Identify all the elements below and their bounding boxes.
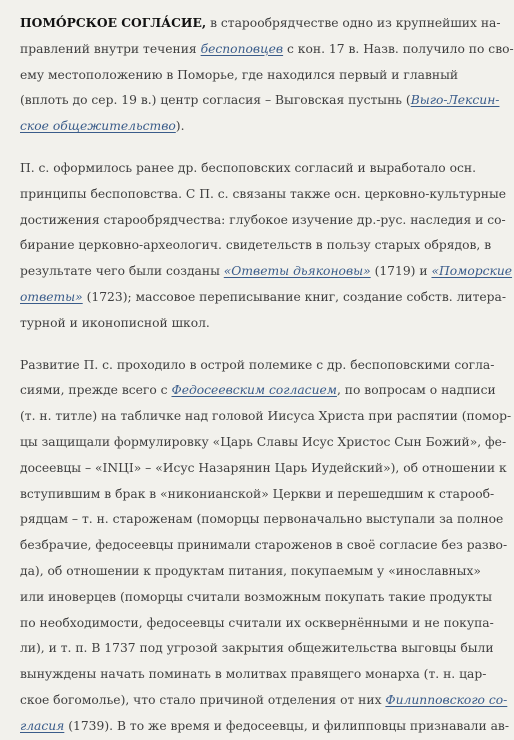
link-filippovskoe[interactable]: Филипповского со- <box>385 692 508 707</box>
text-line <box>20 10 501 37</box>
text-segment: правлений внутри течения <box>20 41 201 56</box>
text-segment: ). <box>175 119 185 134</box>
text-segment: или иноверцев (поморцы считали возможным покупать такие продукты <box>20 589 493 604</box>
text-segment: в старообрядчестве одно из крупнейших на- <box>206 16 501 30</box>
text-segment: принципы беспоповства. С П. с. связаны также осн. церковно-культурные <box>20 186 507 201</box>
text-segment: (1739). В то же время и федосеевцы, и филипповцы признавали ав- <box>64 718 509 733</box>
link-vygo-leksinskoe[interactable]: Выго-Лексин- <box>410 93 500 108</box>
link-filippovskoe-2[interactable]: гласия <box>20 718 65 733</box>
text-segment: Развитие П. с. проходило в острой полемике с др. беспоповскими согла- <box>20 357 495 372</box>
text-segment: бирание церковно-археологич. свидетельств в пользу старых обрядов, в <box>20 238 492 253</box>
text-line <box>20 559 480 585</box>
text-segment: (1719) и <box>370 264 432 279</box>
text-line <box>20 585 493 611</box>
text-line <box>20 233 492 259</box>
text-segment: ему местоположению в Поморье, где находился первый и главный <box>20 67 459 82</box>
text-segment: (т. н. титле) на табличке над головой Иисуса Христа при распятии (помор- <box>20 409 512 424</box>
text-line <box>20 533 508 559</box>
text-line <box>20 482 495 508</box>
text-segment: достижения старообрядчества: глубокое изучение др.-рус. наследия и со- <box>20 212 506 227</box>
text-line <box>20 182 507 208</box>
text-segment: рядцам – т. н. староженам (поморцы первоначально выступали за полное <box>20 512 504 527</box>
article-paragraph-1 <box>20 10 514 140</box>
link-vygo-leksinskoe-2[interactable]: ское общежительство <box>20 119 176 134</box>
text-line <box>20 353 495 379</box>
text-segment: вступившим в брак в «никонианской» Церкви и перешедшим к старооб- <box>20 486 495 501</box>
text-segment: вынуждены начать поминать в молитвах правящего монарха (т. н. цар- <box>20 667 487 682</box>
text-segment: П. с. оформилось ранее др. беспоповских согласий и выработало осн. <box>20 160 476 175</box>
text-line <box>20 636 494 662</box>
text-line <box>20 88 500 114</box>
text-segment: с кон. 17 в. Назв. получило по сво- <box>283 41 514 56</box>
text-line <box>20 507 504 533</box>
text-line <box>20 456 507 482</box>
text-segment: результате чего были созданы <box>20 264 224 279</box>
link-fedoseevskoe[interactable]: Федосеевским согласием <box>171 383 337 398</box>
text-line <box>20 311 480 337</box>
link-otvety-dyakonovy[interactable]: «Ответы дьяконовы» <box>223 264 371 279</box>
text-segment: безбрачие, федосеевцы принимали староженов в своё согласие без разво- <box>20 538 508 553</box>
text-segment: по необходимости, федосеевцы считали их осквернёнными и не покупа- <box>20 615 494 630</box>
link-pomorskie-otvety-2[interactable]: ответы» <box>20 289 83 304</box>
text-line <box>20 114 480 140</box>
text-segment: досеевцы – «INЦI» – «Исус Назарянин Царь Иудейский»), об отношении к <box>20 460 507 475</box>
text-segment: да), об отношении к продуктам питания, покупаемым у «инославных» <box>20 563 481 578</box>
link-bespopovtsy[interactable]: беспоповцев <box>200 41 284 56</box>
text-line <box>20 259 513 285</box>
text-line <box>20 688 508 714</box>
text-segment: (1723); массовое переписывание книг, создание собств. литера- <box>82 289 507 304</box>
text-segment: турной и иконописной школ. <box>20 315 210 330</box>
text-line <box>20 208 506 234</box>
text-line <box>20 156 480 182</box>
article-paragraph-2 <box>20 156 513 337</box>
text-segment: , по вопросам о надписи <box>336 383 496 398</box>
text-segment: ли), и т. п. В 1737 под угрозой закрытия общежительства выговцы были <box>20 641 494 656</box>
text-line <box>20 662 487 688</box>
article-paragraph-3 <box>20 353 512 740</box>
link-pomorskie-otvety[interactable]: «Поморские <box>431 264 513 279</box>
text-segment: ское богомолье), что стало причиной отделения от них <box>20 692 386 707</box>
text-line <box>20 378 496 404</box>
text-segment: (вплоть до сер. 19 в.) центр согласия – Выговская пустынь ( <box>20 93 411 108</box>
text-line <box>20 714 509 740</box>
text-line <box>20 404 512 430</box>
text-line <box>20 611 494 637</box>
text-line <box>20 430 507 456</box>
text-line <box>20 63 480 89</box>
text-segment: цы защищали формулировку «Царь Славы Исус Христос Сын Божий», фе- <box>20 434 507 449</box>
text-segment: сиями, прежде всего с <box>20 383 172 398</box>
text-line <box>20 37 514 63</box>
text-line <box>20 285 507 311</box>
article-headword: ПОМО́РСКОЕ СОГЛА́СИЕ, <box>20 15 207 30</box>
